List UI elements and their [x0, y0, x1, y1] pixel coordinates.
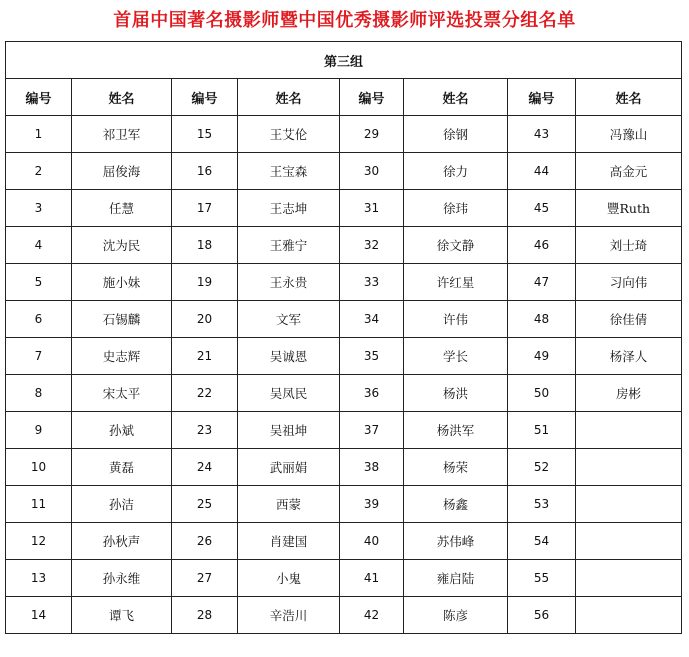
entry-name [576, 597, 682, 634]
entry-name: 吴凤民 [238, 375, 340, 412]
entry-name: 杨鑫 [404, 486, 508, 523]
entry-name: 冯豫山 [576, 116, 682, 153]
entry-number: 27 [172, 560, 238, 597]
entry-name: 徐钢 [404, 116, 508, 153]
entry-number: 3 [6, 190, 72, 227]
entry-number: 16 [172, 153, 238, 190]
entry-number: 4 [6, 227, 72, 264]
entry-number: 46 [508, 227, 576, 264]
entry-name: 杨泽人 [576, 338, 682, 375]
entry-name: 徐文静 [404, 227, 508, 264]
entry-number: 23 [172, 412, 238, 449]
header-row [6, 79, 682, 116]
entry-name: 许伟 [404, 301, 508, 338]
entry-name: 刘士琦 [576, 227, 682, 264]
entry-name: 史志辉 [72, 338, 172, 375]
table-row [6, 190, 682, 227]
group-label: 第三组 [6, 42, 682, 79]
entry-number: 42 [340, 597, 404, 634]
entry-number: 25 [172, 486, 238, 523]
entry-number: 54 [508, 523, 576, 560]
entry-name: 沈为民 [72, 227, 172, 264]
table-row [6, 523, 682, 560]
table-row [6, 597, 682, 634]
entry-number: 53 [508, 486, 576, 523]
entry-number: 56 [508, 597, 576, 634]
entry-number: 40 [340, 523, 404, 560]
entry-name: 王永贵 [238, 264, 340, 301]
entry-number: 10 [6, 449, 72, 486]
entry-number: 26 [172, 523, 238, 560]
entry-number: 21 [172, 338, 238, 375]
entry-number: 39 [340, 486, 404, 523]
entry-name: 学长 [404, 338, 508, 375]
entry-name: 孙斌 [72, 412, 172, 449]
entry-name: 雍启陆 [404, 560, 508, 597]
entry-name [576, 523, 682, 560]
entry-number: 45 [508, 190, 576, 227]
entry-name: 吴祖坤 [238, 412, 340, 449]
entry-name: 武丽娟 [238, 449, 340, 486]
entry-name: 豐Ruth [576, 190, 682, 227]
entry-number: 52 [508, 449, 576, 486]
entry-number: 44 [508, 153, 576, 190]
entry-name: 任慧 [72, 190, 172, 227]
entry-name: 苏伟峰 [404, 523, 508, 560]
entry-number: 41 [340, 560, 404, 597]
entry-number: 14 [6, 597, 72, 634]
entry-name [576, 449, 682, 486]
entry-number: 1 [6, 116, 72, 153]
entry-name: 屈俊海 [72, 153, 172, 190]
table-row [6, 264, 682, 301]
entry-name: 祁卫军 [72, 116, 172, 153]
entry-number: 22 [172, 375, 238, 412]
entry-number: 55 [508, 560, 576, 597]
entry-name: 陈彦 [404, 597, 508, 634]
entry-number: 35 [340, 338, 404, 375]
entry-name: 孙秋声 [72, 523, 172, 560]
entry-number: 7 [6, 338, 72, 375]
entry-number: 31 [340, 190, 404, 227]
entry-number: 19 [172, 264, 238, 301]
entry-name: 杨荣 [404, 449, 508, 486]
table-row [6, 560, 682, 597]
entry-name: 徐佳倩 [576, 301, 682, 338]
entry-name: 谭飞 [72, 597, 172, 634]
table-row [6, 486, 682, 523]
entry-name: 文军 [238, 301, 340, 338]
entry-name: 王雅宁 [238, 227, 340, 264]
entry-name: 杨洪军 [404, 412, 508, 449]
entry-name: 王宝森 [238, 153, 340, 190]
entry-name: 许红星 [404, 264, 508, 301]
entry-number: 37 [340, 412, 404, 449]
entry-number: 11 [6, 486, 72, 523]
header-number-1: 编号 [6, 79, 72, 116]
entry-name: 高金元 [576, 153, 682, 190]
header-number-3: 编号 [340, 79, 404, 116]
entry-name: 孙永维 [72, 560, 172, 597]
entry-number: 5 [6, 264, 72, 301]
group-row [6, 42, 682, 79]
entry-name [576, 486, 682, 523]
entry-number: 9 [6, 412, 72, 449]
entry-name: 辛浩川 [238, 597, 340, 634]
entry-name: 施小妹 [72, 264, 172, 301]
entry-number: 28 [172, 597, 238, 634]
entry-name: 肖建国 [238, 523, 340, 560]
entry-number: 17 [172, 190, 238, 227]
entry-number: 32 [340, 227, 404, 264]
header-number-4: 编号 [508, 79, 576, 116]
document-title: 首届中国著名摄影师暨中国优秀摄影师评选投票分组名单 [113, 10, 576, 31]
entry-name: 徐玮 [404, 190, 508, 227]
entry-name: 杨洪 [404, 375, 508, 412]
table-row [6, 153, 682, 190]
table-row [6, 301, 682, 338]
entry-name: 西蒙 [238, 486, 340, 523]
entry-number: 20 [172, 301, 238, 338]
entry-number: 18 [172, 227, 238, 264]
entry-number: 12 [6, 523, 72, 560]
entry-name: 石锡麟 [72, 301, 172, 338]
entry-number: 51 [508, 412, 576, 449]
entry-number: 13 [6, 560, 72, 597]
table-row [6, 338, 682, 375]
entry-number: 6 [6, 301, 72, 338]
entry-number: 47 [508, 264, 576, 301]
entry-name: 王艾伦 [238, 116, 340, 153]
entry-number: 24 [172, 449, 238, 486]
entry-name [576, 412, 682, 449]
entry-name: 徐力 [404, 153, 508, 190]
header-name-4: 姓名 [576, 79, 682, 116]
entry-name: 小鬼 [238, 560, 340, 597]
entry-number: 48 [508, 301, 576, 338]
table-row [6, 375, 682, 412]
table-row [6, 449, 682, 486]
entry-name: 房彬 [576, 375, 682, 412]
entry-number: 36 [340, 375, 404, 412]
entry-number: 49 [508, 338, 576, 375]
entry-name: 黄磊 [72, 449, 172, 486]
entry-number: 30 [340, 153, 404, 190]
entry-number: 50 [508, 375, 576, 412]
entry-number: 43 [508, 116, 576, 153]
header-name-3: 姓名 [404, 79, 508, 116]
header-name-1: 姓名 [72, 79, 172, 116]
header-number-2: 编号 [172, 79, 238, 116]
entry-number: 8 [6, 375, 72, 412]
table-row [6, 227, 682, 264]
entry-number: 33 [340, 264, 404, 301]
table-row [6, 116, 682, 153]
header-name-2: 姓名 [238, 79, 340, 116]
entry-name [576, 560, 682, 597]
entry-name: 王志坤 [238, 190, 340, 227]
entry-name: 习向伟 [576, 264, 682, 301]
entry-number: 38 [340, 449, 404, 486]
entry-number: 29 [340, 116, 404, 153]
entry-name: 孙洁 [72, 486, 172, 523]
entry-number: 34 [340, 301, 404, 338]
table-row [6, 412, 682, 449]
entry-name: 吴诚恩 [238, 338, 340, 375]
entry-number: 2 [6, 153, 72, 190]
entry-number: 15 [172, 116, 238, 153]
entry-name: 宋太平 [72, 375, 172, 412]
roster-table [5, 41, 682, 634]
